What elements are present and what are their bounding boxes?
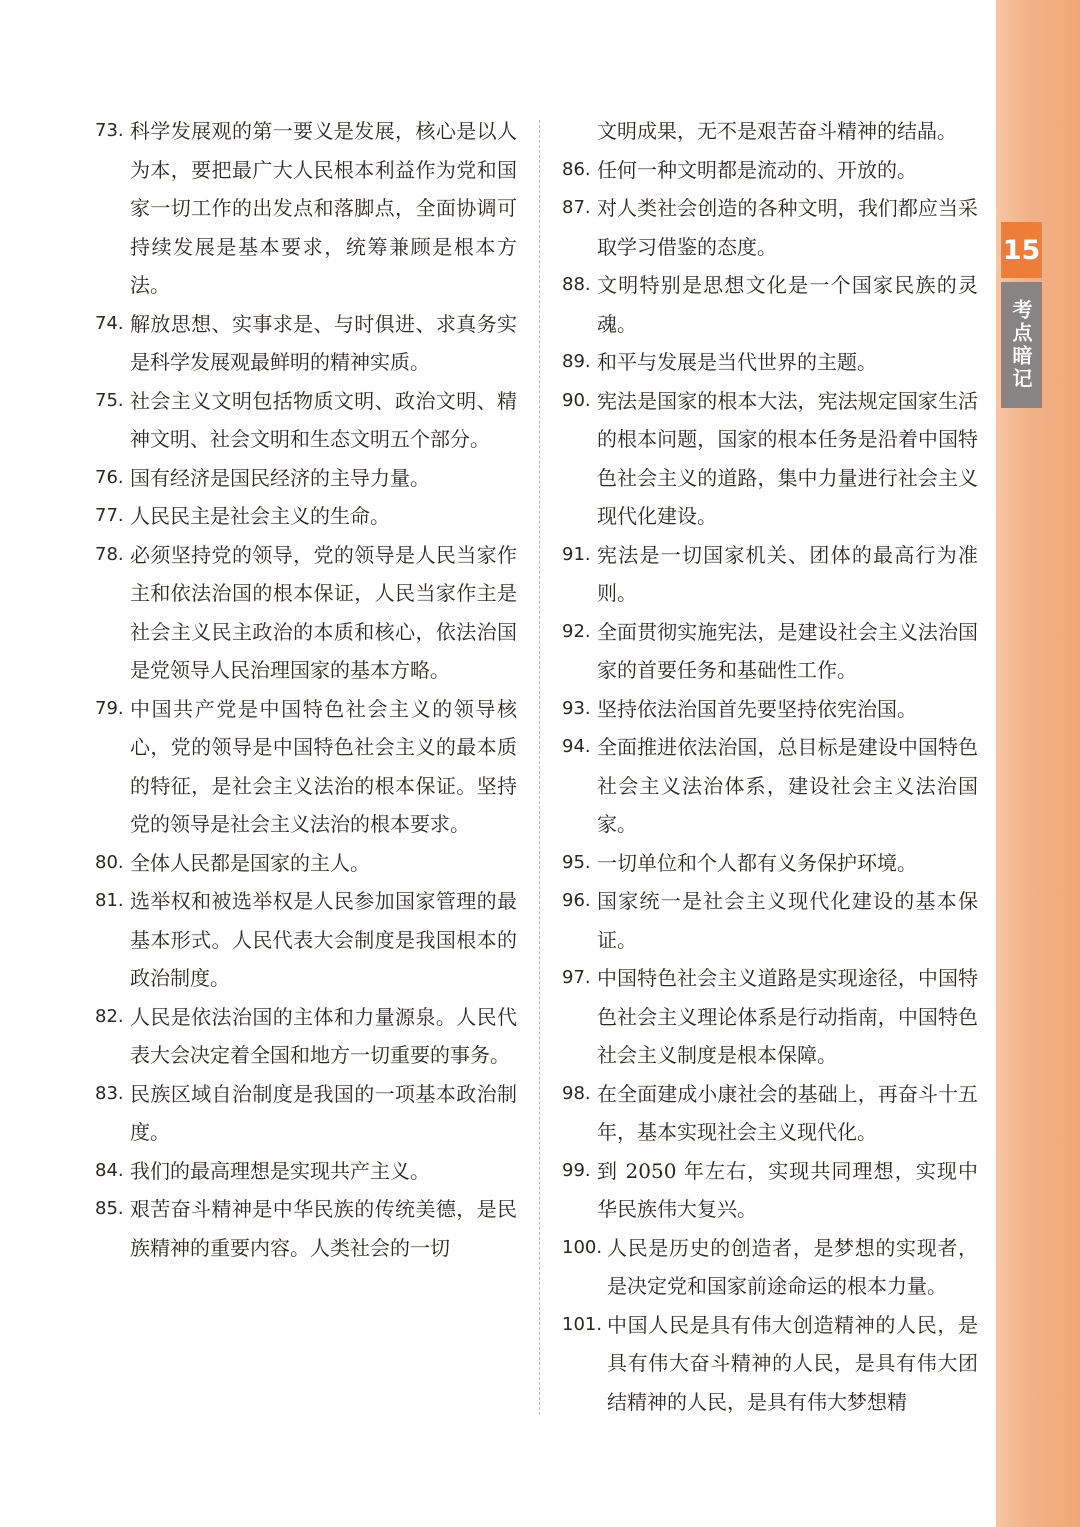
item-text: 中国特色社会主义道路是实现途径，中国特色社会主义理论体系是行动指南，中国特色社会主义制度是根本保障。 — [597, 966, 978, 1067]
list-item — [95, 1190, 517, 1267]
chapter-number-tab: 15 — [1001, 222, 1042, 278]
item-number: 94. — [562, 736, 591, 757]
list-item — [562, 382, 978, 536]
item-number: 90. — [562, 389, 591, 411]
item-number: 80. — [95, 851, 124, 873]
list-item — [562, 1075, 978, 1152]
item-number: 85. — [95, 1198, 124, 1219]
item-number: 88. — [562, 274, 591, 295]
item-text: 中国人民是具有伟大创造精神的人民，是具有伟大奋斗精神的人民，是具有伟大团结精神的人民，是具有伟大梦想精 — [607, 1312, 978, 1414]
list-item — [95, 112, 517, 305]
item-text: 一切单位和个人都有义务保护环境。 — [597, 850, 917, 875]
item-text: 全面贯彻实施宪法，是建设社会主义法治国家的首要任务和基础性工作。 — [597, 619, 978, 682]
list-item — [95, 690, 517, 844]
item-text: 宪法是一切国家机关、团体的最高行为准则。 — [597, 542, 978, 605]
left-column — [95, 112, 517, 1267]
list-item — [95, 844, 517, 883]
list-item — [95, 305, 517, 382]
item-number: 79. — [95, 697, 124, 719]
right-column — [562, 112, 978, 1421]
item-number: 98. — [562, 1082, 591, 1104]
item-number: 89. — [562, 351, 591, 372]
item-number: 101. — [562, 1313, 603, 1335]
item-number: 100. — [562, 1236, 603, 1258]
item-text: 社会主义文明包括物质文明、政治文明、精神文明、社会文明和生态文明五个部分。 — [130, 388, 517, 451]
item-text: 对人类社会创造的各种文明，我们都应当采取学习借鉴的态度。 — [597, 196, 978, 259]
item-text: 国有经济是国民经济的主导力量。 — [130, 465, 430, 490]
list-item — [562, 343, 978, 382]
column-divider — [539, 120, 540, 1415]
item-text: 文明成果，无不是艰苦奋斗精神的结晶。 — [597, 119, 957, 143]
list-item — [562, 266, 978, 343]
item-text: 坚持依法治国首先要坚持依宪治国。 — [597, 696, 917, 721]
list-item — [95, 1075, 517, 1152]
item-number: 73. — [95, 120, 124, 141]
item-number: 95. — [562, 851, 591, 873]
item-text: 必须坚持党的领导，党的领导是人民当家作主和依法治国的根本保证，人民当家作主是社会主义民主政治的本质和核心，依法治国是党领导人民治理国家的基本方略。 — [130, 542, 517, 682]
item-number: 93. — [562, 697, 591, 719]
item-number: 74. — [95, 312, 124, 334]
item-text: 到 2050 年左右，实现共同理想，实现中华民族伟大复兴。 — [597, 1158, 978, 1221]
item-number: 75. — [95, 389, 124, 411]
item-text: 国家统一是社会主义现代化建设的基本保证。 — [597, 889, 978, 952]
list-item — [562, 959, 978, 1075]
item-number: 81. — [95, 890, 124, 911]
item-text: 任何一种文明都是流动的、开放的。 — [597, 157, 917, 182]
item-number: 87. — [562, 197, 591, 218]
list-item — [95, 382, 517, 459]
item-text: 和平与发展是当代世界的主题。 — [597, 350, 877, 374]
item-number: 82. — [95, 1005, 124, 1027]
list-item — [562, 728, 978, 844]
item-text: 解放思想、实事求是、与时俱进、求真务实是科学发展观最鲜明的精神实质。 — [130, 311, 517, 374]
list-item — [95, 536, 517, 690]
list-item — [562, 882, 978, 959]
item-text: 人民民主是社会主义的生命。 — [130, 504, 390, 528]
item-number: 96. — [562, 890, 591, 911]
item-number: 77. — [95, 505, 124, 526]
item-text: 我们的最高理想是实现共产主义。 — [130, 1158, 430, 1183]
item-text: 全面推进依法治国，总目标是建设中国特色社会主义法治体系，建设社会主义法治国家。 — [597, 735, 978, 836]
item-text: 民族区域自治制度是我国的一项基本政治制度。 — [130, 1081, 517, 1144]
list-item — [95, 1152, 517, 1191]
list-item — [95, 998, 517, 1075]
item-text: 科学发展观的第一要义是发展，核心是以人为本，要把最广大人民根本利益作为党和国家一切工作的出发点和落脚点，全面协调可持续发展是基本要求，统筹兼顾是根本方法。 — [130, 119, 517, 297]
item-number: 76. — [95, 466, 124, 488]
list-item — [562, 1152, 978, 1229]
list-item — [562, 613, 978, 690]
list-item — [562, 690, 978, 729]
item-text: 中国共产党是中国特色社会主义的领导核心，党的领导是中国特色社会主义的最本质的特征，是社会主义法治的根本保证。坚持党的领导是社会主义法治的根本要求。 — [130, 696, 517, 836]
list-item — [95, 497, 517, 536]
item-text: 人民是历史的创造者，是梦想的实现者，是决定党和国家前途命运的根本力量。 — [607, 1235, 978, 1298]
list-item — [562, 1229, 978, 1306]
list-item — [95, 459, 517, 498]
item-number: 92. — [562, 620, 591, 642]
list-item — [562, 151, 978, 190]
list-item — [562, 844, 978, 883]
list-item — [562, 189, 978, 266]
list-item — [562, 536, 978, 613]
item-number: 97. — [562, 967, 591, 988]
item-text: 选举权和被选举权是人民参加国家管理的最基本形式。人民代表大会制度是我国根本的政治制度。 — [130, 889, 517, 990]
item-text: 全体人民都是国家的主人。 — [130, 850, 370, 875]
list-item — [562, 1306, 978, 1422]
item-number: 91. — [562, 543, 591, 565]
section-label-tab: 考点暗记 — [1001, 282, 1042, 408]
item-text: 人民是依法治国的主体和力量源泉。人民代表大会决定着全国和地方一切重要的事务。 — [130, 1004, 517, 1067]
list-item-continuation — [562, 112, 978, 151]
item-number: 83. — [95, 1082, 124, 1104]
item-number: 78. — [95, 543, 124, 565]
item-number: 99. — [562, 1159, 591, 1181]
item-number: 86. — [562, 158, 591, 180]
item-number: 84. — [95, 1159, 124, 1181]
item-text: 宪法是国家的根本大法，宪法规定国家生活的根本问题，国家的根本任务是沿着中国特色社会主义的道路，集中力量进行社会主义现代化建设。 — [597, 388, 978, 528]
list-item — [95, 882, 517, 998]
item-text: 文明特别是思想文化是一个国家民族的灵魂。 — [597, 273, 978, 336]
item-text: 在全面建成小康社会的基础上，再奋斗十五年，基本实现社会主义现代化。 — [597, 1081, 978, 1144]
item-text: 艰苦奋斗精神是中华民族的传统美德，是民族精神的重要内容。人类社会的一切 — [130, 1197, 517, 1260]
